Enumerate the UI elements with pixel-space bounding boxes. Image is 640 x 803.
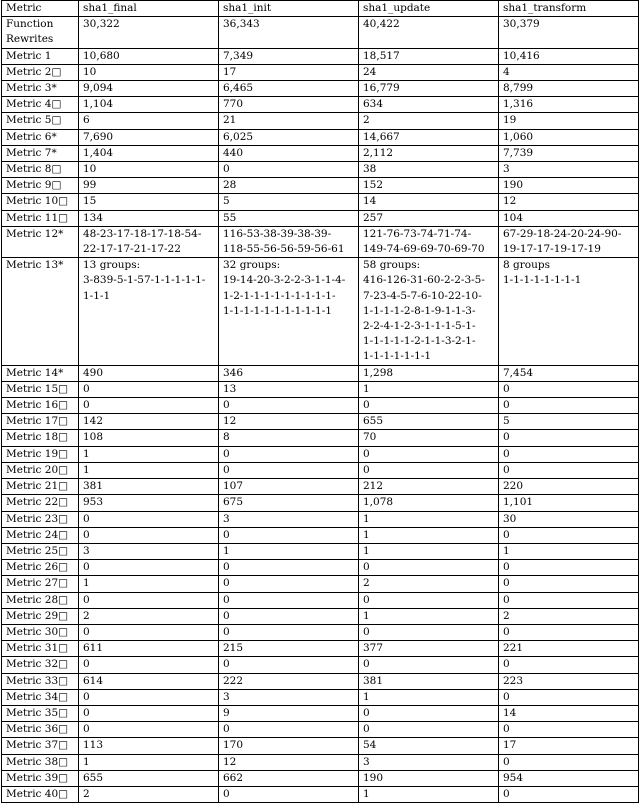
sha1-init-cell: 0 bbox=[219, 657, 359, 673]
sha1-init-cell: 55 bbox=[219, 210, 359, 226]
header-row bbox=[2, 1, 639, 17]
table-row bbox=[2, 113, 639, 129]
header-cell-metric: Metric bbox=[2, 1, 79, 17]
sha1-final-cell: 134 bbox=[79, 210, 219, 226]
sha1-final-cell: 99 bbox=[79, 178, 219, 194]
table-row bbox=[2, 398, 639, 414]
table-row bbox=[2, 527, 639, 543]
sha1-init-cell: 13 bbox=[219, 381, 359, 397]
sha1-update-cell: 1 bbox=[359, 381, 499, 397]
table-row bbox=[2, 129, 639, 145]
sha1-update-cell: 0 bbox=[359, 398, 499, 414]
metric-name-cell: Metric 4□ bbox=[2, 97, 79, 113]
sha1-final-cell: 0 bbox=[79, 657, 219, 673]
sha1-final-cell: 10 bbox=[79, 64, 219, 80]
sha1-update-cell: 1,298 bbox=[359, 365, 499, 381]
metrics-table bbox=[1, 0, 639, 803]
sha1-final-cell: 0 bbox=[79, 689, 219, 705]
table-row bbox=[2, 145, 639, 161]
metric-name-cell: Metric 22□ bbox=[2, 495, 79, 511]
sha1-init-cell: 32 groups: 19-14-20-3-2-2-3-1-1-4- 1-2-1-1-1-1-1-1-1-1-1- 1-1-1-1-1-1-1-1-1-1-1 bbox=[219, 258, 359, 365]
sha1-final-cell: 48-23-17-18-17-18-54- 22-17-17-21-17-22 bbox=[79, 226, 219, 257]
metric-name-cell: Metric 40□ bbox=[2, 786, 79, 802]
metric-name-cell: Metric 21□ bbox=[2, 479, 79, 495]
header-cell-sha1-transform: sha1_transform bbox=[499, 1, 639, 17]
sha1-final-cell: 0 bbox=[79, 398, 219, 414]
sha1-update-cell: 14 bbox=[359, 194, 499, 210]
sha1-update-cell: 1 bbox=[359, 786, 499, 802]
metric-name-cell: Metric 8□ bbox=[2, 162, 79, 178]
sha1-final-cell: 953 bbox=[79, 495, 219, 511]
metric-name-cell: Metric 20□ bbox=[2, 462, 79, 478]
metric-name-cell: Metric 34□ bbox=[2, 689, 79, 705]
table-row bbox=[2, 673, 639, 689]
sha1-init-cell: 222 bbox=[219, 673, 359, 689]
sha1-final-cell: 13 groups: 3-839-5-1-57-1-1-1-1-1- 1-1-1 bbox=[79, 258, 219, 365]
sha1-final-cell: 490 bbox=[79, 365, 219, 381]
sha1-update-cell: 0 bbox=[359, 722, 499, 738]
sha1-init-cell: 0 bbox=[219, 162, 359, 178]
table-row bbox=[2, 495, 639, 511]
sha1-update-cell: 70 bbox=[359, 430, 499, 446]
sha1-init-cell: 170 bbox=[219, 738, 359, 754]
sha1-final-cell: 0 bbox=[79, 705, 219, 721]
metric-name-cell: Function Rewrites bbox=[2, 17, 79, 48]
sha1-final-cell: 614 bbox=[79, 673, 219, 689]
sha1-transform-cell: 0 bbox=[499, 576, 639, 592]
table-row bbox=[2, 64, 639, 80]
sha1-transform-cell: 67-29-18-24-20-24-90- 19-17-17-19-17-19 bbox=[499, 226, 639, 257]
metric-name-cell: Metric 36□ bbox=[2, 722, 79, 738]
sha1-update-cell: 212 bbox=[359, 479, 499, 495]
sha1-update-cell: 2 bbox=[359, 576, 499, 592]
table-row bbox=[2, 624, 639, 640]
sha1-final-cell: 655 bbox=[79, 770, 219, 786]
sha1-final-cell: 1 bbox=[79, 446, 219, 462]
metric-name-cell: Metric 15□ bbox=[2, 381, 79, 397]
sha1-init-cell: 6,465 bbox=[219, 81, 359, 97]
metric-name-cell: Metric 12* bbox=[2, 226, 79, 257]
metric-name-cell: Metric 1 bbox=[2, 48, 79, 64]
sha1-update-cell: 2,112 bbox=[359, 145, 499, 161]
sha1-update-cell: 58 groups: 416-126-31-60-2-2-3-5- 7-23-4-5-7-6-10-22-10- 1-1-1-1-2-8-1-9-1-1-3- 2-2-4-1-2-3-1-1-1-5-1- 1-1-1-1-1-2-1-1-3-2-1- 1-1-1-1-1-1-1 bbox=[359, 258, 499, 365]
sha1-transform-cell: 0 bbox=[499, 754, 639, 770]
sha1-init-cell: 12 bbox=[219, 414, 359, 430]
metric-name-cell: Metric 9□ bbox=[2, 178, 79, 194]
table-row bbox=[2, 381, 639, 397]
metric-name-cell: Metric 2□ bbox=[2, 64, 79, 80]
sha1-update-cell: 24 bbox=[359, 64, 499, 80]
sha1-update-cell: 40,422 bbox=[359, 17, 499, 48]
sha1-update-cell: 0 bbox=[359, 592, 499, 608]
metric-name-cell: Metric 16□ bbox=[2, 398, 79, 414]
sha1-final-cell: 15 bbox=[79, 194, 219, 210]
table-row bbox=[2, 705, 639, 721]
sha1-final-cell: 611 bbox=[79, 641, 219, 657]
sha1-init-cell: 7,349 bbox=[219, 48, 359, 64]
sha1-transform-cell: 8,799 bbox=[499, 81, 639, 97]
metric-name-cell: Metric 5□ bbox=[2, 113, 79, 129]
sha1-update-cell: 2 bbox=[359, 113, 499, 129]
sha1-update-cell: 121-76-73-74-71-74- 149-74-69-69-70-69-70 bbox=[359, 226, 499, 257]
metric-name-cell: Metric 31□ bbox=[2, 641, 79, 657]
sha1-transform-cell: 0 bbox=[499, 722, 639, 738]
table-row bbox=[2, 770, 639, 786]
sha1-update-cell: 3 bbox=[359, 754, 499, 770]
sha1-final-cell: 0 bbox=[79, 527, 219, 543]
metric-name-cell: Metric 29□ bbox=[2, 608, 79, 624]
header-cell-sha1-final: sha1_final bbox=[79, 1, 219, 17]
metric-name-cell: Metric 3* bbox=[2, 81, 79, 97]
sha1-transform-cell: 0 bbox=[499, 624, 639, 640]
sha1-transform-cell: 14 bbox=[499, 705, 639, 721]
sha1-final-cell: 113 bbox=[79, 738, 219, 754]
sha1-transform-cell: 19 bbox=[499, 113, 639, 129]
sha1-transform-cell: 4 bbox=[499, 64, 639, 80]
sha1-transform-cell: 10,416 bbox=[499, 48, 639, 64]
sha1-transform-cell: 0 bbox=[499, 592, 639, 608]
sha1-init-cell: 107 bbox=[219, 479, 359, 495]
sha1-update-cell: 0 bbox=[359, 446, 499, 462]
sha1-update-cell: 1 bbox=[359, 689, 499, 705]
sha1-update-cell: 0 bbox=[359, 705, 499, 721]
sha1-transform-cell: 12 bbox=[499, 194, 639, 210]
sha1-init-cell: 17 bbox=[219, 64, 359, 80]
table-row bbox=[2, 430, 639, 446]
sha1-update-cell: 54 bbox=[359, 738, 499, 754]
sha1-transform-cell: 7,739 bbox=[499, 145, 639, 161]
sha1-update-cell: 0 bbox=[359, 462, 499, 478]
metric-name-cell: Metric 39□ bbox=[2, 770, 79, 786]
sha1-init-cell: 116-53-38-39-38-39- 118-55-56-56-59-56-61 bbox=[219, 226, 359, 257]
sha1-init-cell: 0 bbox=[219, 624, 359, 640]
metric-name-cell: Metric 18□ bbox=[2, 430, 79, 446]
table-row bbox=[2, 722, 639, 738]
table-row bbox=[2, 543, 639, 559]
table-row bbox=[2, 479, 639, 495]
sha1-init-cell: 6,025 bbox=[219, 129, 359, 145]
sha1-init-cell: 1 bbox=[219, 543, 359, 559]
table-row bbox=[2, 48, 639, 64]
metric-name-cell: Metric 24□ bbox=[2, 527, 79, 543]
sha1-final-cell: 9,094 bbox=[79, 81, 219, 97]
sha1-transform-cell: 1,101 bbox=[499, 495, 639, 511]
sha1-init-cell: 8 bbox=[219, 430, 359, 446]
sha1-transform-cell: 0 bbox=[499, 560, 639, 576]
sha1-init-cell: 0 bbox=[219, 722, 359, 738]
sha1-init-cell: 0 bbox=[219, 462, 359, 478]
table-row bbox=[2, 162, 639, 178]
sha1-update-cell: 1,078 bbox=[359, 495, 499, 511]
metric-name-cell: Metric 6* bbox=[2, 129, 79, 145]
metric-name-cell: Metric 25□ bbox=[2, 543, 79, 559]
sha1-init-cell: 36,343 bbox=[219, 17, 359, 48]
sha1-transform-cell: 30 bbox=[499, 511, 639, 527]
table-row bbox=[2, 462, 639, 478]
table-row bbox=[2, 365, 639, 381]
sha1-update-cell: 1 bbox=[359, 543, 499, 559]
sha1-transform-cell: 0 bbox=[499, 689, 639, 705]
table-row bbox=[2, 576, 639, 592]
sha1-update-cell: 190 bbox=[359, 770, 499, 786]
sha1-transform-cell: 17 bbox=[499, 738, 639, 754]
sha1-init-cell: 675 bbox=[219, 495, 359, 511]
sha1-init-cell: 28 bbox=[219, 178, 359, 194]
table-row bbox=[2, 511, 639, 527]
sha1-update-cell: 1 bbox=[359, 527, 499, 543]
table-row bbox=[2, 446, 639, 462]
sha1-init-cell: 0 bbox=[219, 786, 359, 802]
sha1-transform-cell: 0 bbox=[499, 398, 639, 414]
sha1-update-cell: 655 bbox=[359, 414, 499, 430]
sha1-transform-cell: 190 bbox=[499, 178, 639, 194]
sha1-final-cell: 30,322 bbox=[79, 17, 219, 48]
table-header bbox=[2, 1, 639, 17]
sha1-final-cell: 1 bbox=[79, 576, 219, 592]
sha1-update-cell: 381 bbox=[359, 673, 499, 689]
sha1-final-cell: 381 bbox=[79, 479, 219, 495]
metric-name-cell: Metric 19□ bbox=[2, 446, 79, 462]
metric-name-cell: Metric 37□ bbox=[2, 738, 79, 754]
table-row bbox=[2, 592, 639, 608]
sha1-update-cell: 14,667 bbox=[359, 129, 499, 145]
sha1-init-cell: 9 bbox=[219, 705, 359, 721]
sha1-transform-cell: 8 groups 1-1-1-1-1-1-1-1 bbox=[499, 258, 639, 365]
sha1-final-cell: 1,104 bbox=[79, 97, 219, 113]
sha1-transform-cell: 30,379 bbox=[499, 17, 639, 48]
sha1-transform-cell: 0 bbox=[499, 527, 639, 543]
sha1-final-cell: 0 bbox=[79, 592, 219, 608]
metric-name-cell: Metric 27□ bbox=[2, 576, 79, 592]
sha1-update-cell: 0 bbox=[359, 560, 499, 576]
sha1-final-cell: 0 bbox=[79, 560, 219, 576]
sha1-final-cell: 10,680 bbox=[79, 48, 219, 64]
table-row bbox=[2, 754, 639, 770]
header-cell-sha1-update: sha1_update bbox=[359, 1, 499, 17]
sha1-transform-cell: 0 bbox=[499, 430, 639, 446]
sha1-final-cell: 1 bbox=[79, 462, 219, 478]
table-body bbox=[2, 17, 639, 803]
table-row bbox=[2, 178, 639, 194]
sha1-transform-cell: 0 bbox=[499, 381, 639, 397]
sha1-update-cell: 38 bbox=[359, 162, 499, 178]
sha1-init-cell: 0 bbox=[219, 576, 359, 592]
sha1-transform-cell: 7,454 bbox=[499, 365, 639, 381]
sha1-update-cell: 0 bbox=[359, 657, 499, 673]
table-row bbox=[2, 414, 639, 430]
sha1-final-cell: 1,404 bbox=[79, 145, 219, 161]
sha1-update-cell: 16,779 bbox=[359, 81, 499, 97]
metric-name-cell: Metric 28□ bbox=[2, 592, 79, 608]
metric-name-cell: Metric 17□ bbox=[2, 414, 79, 430]
sha1-transform-cell: 223 bbox=[499, 673, 639, 689]
table-row bbox=[2, 81, 639, 97]
table-row bbox=[2, 194, 639, 210]
sha1-init-cell: 3 bbox=[219, 689, 359, 705]
sha1-transform-cell: 104 bbox=[499, 210, 639, 226]
metric-name-cell: Metric 33□ bbox=[2, 673, 79, 689]
sha1-init-cell: 662 bbox=[219, 770, 359, 786]
sha1-final-cell: 10 bbox=[79, 162, 219, 178]
table-row bbox=[2, 258, 639, 365]
sha1-update-cell: 634 bbox=[359, 97, 499, 113]
table-row bbox=[2, 689, 639, 705]
sha1-init-cell: 21 bbox=[219, 113, 359, 129]
sha1-final-cell: 0 bbox=[79, 624, 219, 640]
metric-name-cell: Metric 13* bbox=[2, 258, 79, 365]
metric-name-cell: Metric 38□ bbox=[2, 754, 79, 770]
table-row bbox=[2, 608, 639, 624]
metric-name-cell: Metric 14* bbox=[2, 365, 79, 381]
metric-name-cell: Metric 11□ bbox=[2, 210, 79, 226]
table-row bbox=[2, 17, 639, 48]
sha1-update-cell: 18,517 bbox=[359, 48, 499, 64]
metric-name-cell: Metric 23□ bbox=[2, 511, 79, 527]
sha1-init-cell: 0 bbox=[219, 608, 359, 624]
sha1-init-cell: 0 bbox=[219, 398, 359, 414]
metric-name-cell: Metric 35□ bbox=[2, 705, 79, 721]
sha1-final-cell: 3 bbox=[79, 543, 219, 559]
sha1-update-cell: 152 bbox=[359, 178, 499, 194]
sha1-init-cell: 770 bbox=[219, 97, 359, 113]
sha1-transform-cell: 0 bbox=[499, 657, 639, 673]
sha1-init-cell: 0 bbox=[219, 560, 359, 576]
sha1-transform-cell: 954 bbox=[499, 770, 639, 786]
sha1-init-cell: 3 bbox=[219, 511, 359, 527]
table-row bbox=[2, 97, 639, 113]
sha1-final-cell: 6 bbox=[79, 113, 219, 129]
sha1-update-cell: 1 bbox=[359, 511, 499, 527]
table-row bbox=[2, 560, 639, 576]
metric-name-cell: Metric 10□ bbox=[2, 194, 79, 210]
table-row bbox=[2, 641, 639, 657]
sha1-transform-cell: 0 bbox=[499, 446, 639, 462]
sha1-transform-cell: 3 bbox=[499, 162, 639, 178]
table-row bbox=[2, 210, 639, 226]
table-row bbox=[2, 786, 639, 802]
sha1-update-cell: 377 bbox=[359, 641, 499, 657]
sha1-final-cell: 1 bbox=[79, 754, 219, 770]
header-cell-sha1-init: sha1_init bbox=[219, 1, 359, 17]
sha1-init-cell: 0 bbox=[219, 592, 359, 608]
metric-name-cell: Metric 30□ bbox=[2, 624, 79, 640]
sha1-transform-cell: 221 bbox=[499, 641, 639, 657]
sha1-final-cell: 108 bbox=[79, 430, 219, 446]
sha1-init-cell: 5 bbox=[219, 194, 359, 210]
sha1-init-cell: 0 bbox=[219, 446, 359, 462]
sha1-final-cell: 0 bbox=[79, 511, 219, 527]
sha1-update-cell: 1 bbox=[359, 608, 499, 624]
sha1-init-cell: 12 bbox=[219, 754, 359, 770]
sha1-final-cell: 142 bbox=[79, 414, 219, 430]
sha1-transform-cell: 2 bbox=[499, 608, 639, 624]
metric-name-cell: Metric 32□ bbox=[2, 657, 79, 673]
metric-name-cell: Metric 26□ bbox=[2, 560, 79, 576]
sha1-init-cell: 215 bbox=[219, 641, 359, 657]
sha1-final-cell: 7,690 bbox=[79, 129, 219, 145]
sha1-update-cell: 0 bbox=[359, 624, 499, 640]
sha1-final-cell: 2 bbox=[79, 786, 219, 802]
sha1-init-cell: 440 bbox=[219, 145, 359, 161]
sha1-transform-cell: 1 bbox=[499, 543, 639, 559]
sha1-transform-cell: 1,316 bbox=[499, 97, 639, 113]
sha1-final-cell: 0 bbox=[79, 381, 219, 397]
metric-name-cell: Metric 7* bbox=[2, 145, 79, 161]
sha1-transform-cell: 5 bbox=[499, 414, 639, 430]
sha1-final-cell: 0 bbox=[79, 722, 219, 738]
table-row bbox=[2, 226, 639, 257]
sha1-transform-cell: 0 bbox=[499, 462, 639, 478]
table-row bbox=[2, 738, 639, 754]
sha1-transform-cell: 0 bbox=[499, 786, 639, 802]
table-row bbox=[2, 657, 639, 673]
sha1-final-cell: 2 bbox=[79, 608, 219, 624]
sha1-transform-cell: 220 bbox=[499, 479, 639, 495]
sha1-init-cell: 346 bbox=[219, 365, 359, 381]
sha1-transform-cell: 1,060 bbox=[499, 129, 639, 145]
sha1-update-cell: 257 bbox=[359, 210, 499, 226]
sha1-init-cell: 0 bbox=[219, 527, 359, 543]
